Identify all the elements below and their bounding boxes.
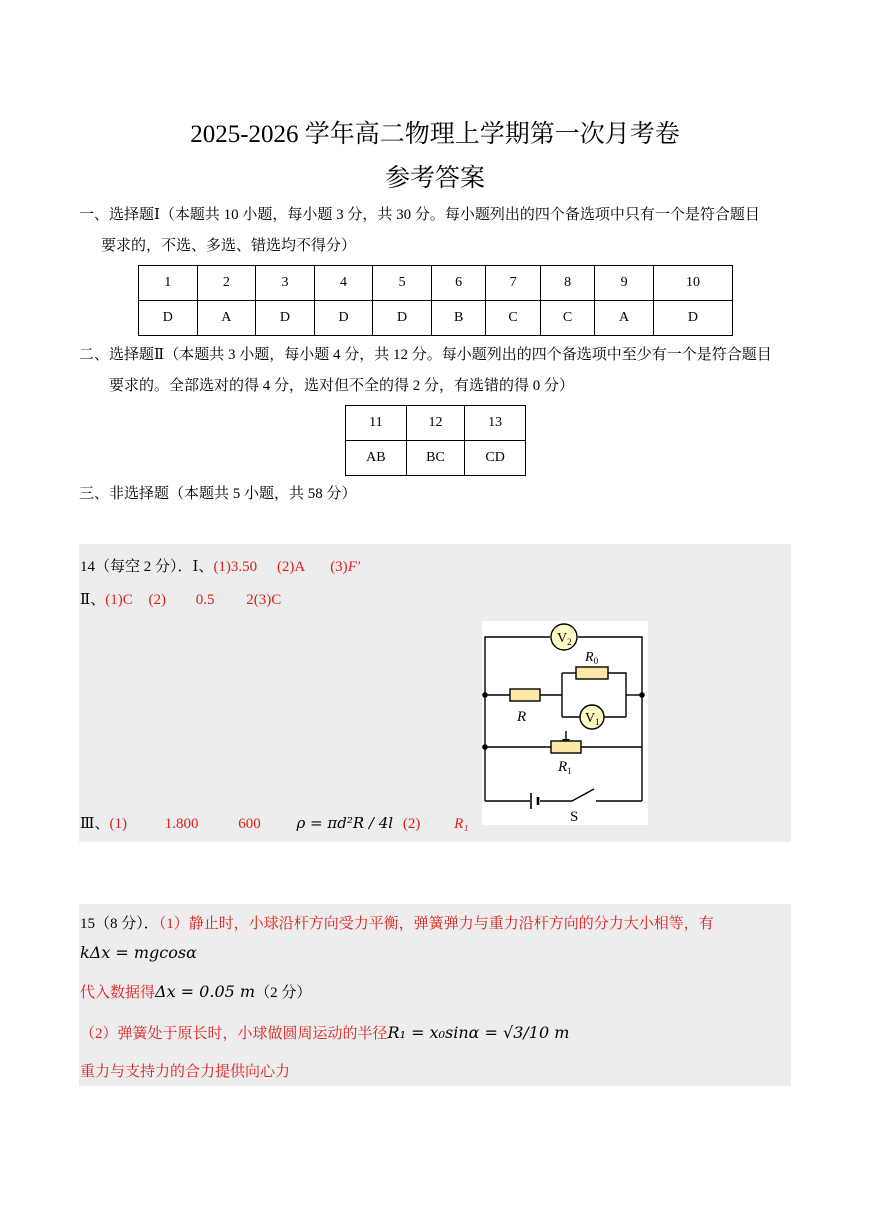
q14-part3 xyxy=(80,812,468,833)
table-cell: B xyxy=(431,301,485,336)
q15-score: （2 分） xyxy=(255,985,312,1001)
table-cell: 5 xyxy=(373,266,432,301)
q14-answer: (1)C xyxy=(105,592,133,608)
q15-formula-dx: Δx = 0.05 m xyxy=(155,982,256,1001)
q15-text: （1）静止时，小球沿杆方向受力平衡，弹簧弹力与重力沿杆方向的分力大小相等，有 xyxy=(158,916,714,932)
q14-part1 xyxy=(80,555,360,576)
table-cell: 13 xyxy=(465,406,526,441)
q14-prefix: 14（每空 2 分）．Ⅰ、 xyxy=(80,559,214,575)
table-cell: 8 xyxy=(540,266,594,301)
q15-prefix: 15（8 分）． xyxy=(80,916,159,932)
table-cell: C xyxy=(486,301,540,336)
table-cell: D xyxy=(314,301,373,336)
section1-heading-cont: 要求的，不选、多选、错选均不得分） xyxy=(101,238,357,254)
q14-answer: (2) xyxy=(148,592,166,608)
table-cell: 12 xyxy=(406,406,464,441)
table-row xyxy=(346,441,526,476)
q14-part3-label: Ⅲ、 xyxy=(80,816,110,832)
r1-label: $R_1$ xyxy=(558,759,572,776)
r0-label: $R_0$ xyxy=(585,650,599,666)
q15-text: 代入数据得 xyxy=(80,985,156,1001)
table-cell: D xyxy=(373,301,432,336)
table-cell: CD xyxy=(465,441,526,476)
section2-heading: 二、选择题Ⅱ（本题共 3 小题，每小题 4 分，共 12 分。每小题列出的四个备选项中至少有一个是符合题目 xyxy=(79,347,772,363)
q14-answer: 1.800 xyxy=(164,816,199,832)
table-cell: D xyxy=(653,301,732,336)
table-row xyxy=(139,266,733,301)
q15-text: （2）弹簧处于原长时，小球做圆周运动的半径 xyxy=(80,1026,388,1042)
q14-answer: 2(3)C xyxy=(246,592,282,608)
q15-formula-radius: R₁ = x₀sinα = √3/10 m xyxy=(387,1023,570,1042)
table-cell: D xyxy=(139,301,198,336)
section1-heading: 一、选择题Ⅰ（本题共 10 小题，每小题 3 分，共 30 分。每小题列出的四个备选项中只有一个是符合题目 xyxy=(79,207,760,223)
q14-answer: (1)3.50 xyxy=(213,559,258,575)
q14-part2-label: Ⅱ、 xyxy=(80,592,106,608)
table-cell: 9 xyxy=(595,266,654,301)
q14-answer-var: F′ xyxy=(347,559,361,575)
r-label: R xyxy=(517,709,527,725)
page-subtitle: 参考答案 xyxy=(384,165,485,192)
table-cell: AB xyxy=(346,441,407,476)
q14-answer: R₁ xyxy=(454,816,469,832)
q15-line4 xyxy=(80,1022,569,1043)
v1-label: $V_1$ xyxy=(585,711,600,727)
page-title: 2025-2026 学年高二物理上学期第一次月考卷 xyxy=(190,121,680,148)
q14-answer: (1) xyxy=(109,816,127,832)
table-cell: 11 xyxy=(346,406,407,441)
table-cell: 2 xyxy=(197,266,256,301)
q14-answer: 600 xyxy=(238,816,261,832)
resistivity-formula: ρ = πd²R / 4l xyxy=(296,814,394,832)
table-cell: 1 xyxy=(139,266,198,301)
q14-answer: (3) xyxy=(330,559,348,575)
circuit-diagram xyxy=(482,621,648,825)
table-cell: A xyxy=(595,301,654,336)
q14-part2 xyxy=(80,588,281,609)
table-cell: D xyxy=(256,301,315,336)
table-row xyxy=(139,301,733,336)
section2-heading-cont: 要求的。全部选对的得 4 分，选对但不全的得 2 分，有选错的得 0 分） xyxy=(109,378,575,394)
table-cell: A xyxy=(197,301,256,336)
table-cell: 10 xyxy=(653,266,732,301)
table-cell: 7 xyxy=(486,266,540,301)
table-cell: C xyxy=(540,301,594,336)
table-cell: 4 xyxy=(314,266,373,301)
q14-answer: 0.5 xyxy=(195,592,215,608)
q15-line1 xyxy=(80,912,714,933)
q15-line5: 重力与支持力的合力提供向心力 xyxy=(80,1064,291,1080)
answer-table-1 xyxy=(138,265,733,336)
q15-line3 xyxy=(80,981,311,1002)
table-cell: 6 xyxy=(431,266,485,301)
table-row xyxy=(346,406,526,441)
answer-table-2 xyxy=(345,405,526,476)
v2-label: $V_2$ xyxy=(557,631,572,647)
q15-formula-equilibrium: kΔx = mgcosα xyxy=(80,943,197,962)
section3-heading: 三、非选择题（本题共 5 小题，共 58 分） xyxy=(79,486,357,502)
q14-answer: (2)A xyxy=(276,559,305,575)
table-cell: BC xyxy=(406,441,464,476)
table-cell: 3 xyxy=(256,266,315,301)
q14-answer: (2) xyxy=(402,816,421,832)
switch-label: S xyxy=(570,809,579,825)
